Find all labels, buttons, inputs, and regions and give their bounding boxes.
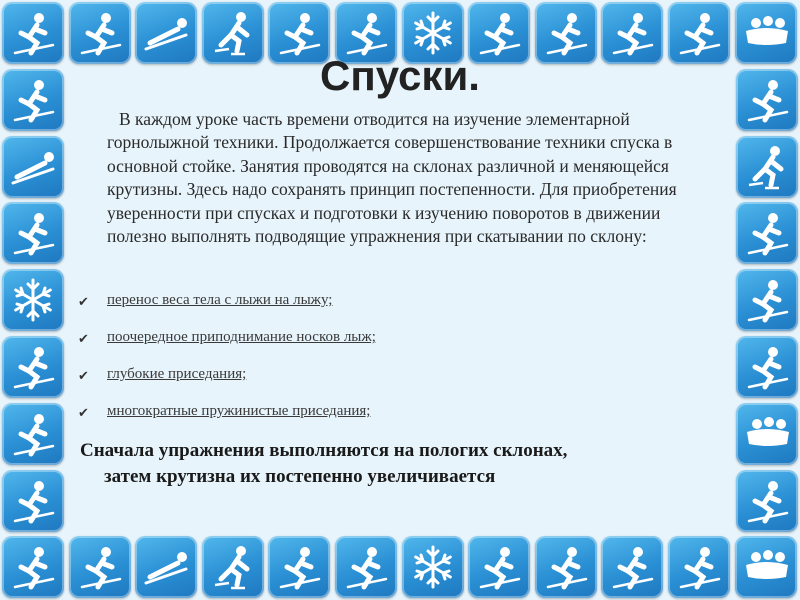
list-item: ✔ поочередное приподнимание носков лыж; [78,329,376,346]
ski-jumper-icon [9,209,57,257]
ski-jumper-icon [275,543,323,591]
conclusion-line-1: Сначала упражнения выполняются на пологих склонах, [80,440,568,461]
exercise-list [78,292,718,440]
border-tile [2,136,64,198]
conclusion [80,438,740,490]
border-tile [736,470,798,532]
snowboarder-icon [342,543,390,591]
snowflake-icon [409,9,457,57]
bobsleigh-icon [742,543,790,591]
border-tile [468,536,530,598]
snowboarder-icon [743,209,791,257]
biathlete-icon [9,343,57,391]
border-tile [736,336,798,398]
checkmark-icon: ✔ [78,405,89,420]
border-tile [2,336,64,398]
list-item: ✔ многократные пружинистые приседания; [78,403,371,420]
border-tile [736,269,798,331]
luge-icon [142,9,190,57]
luge-icon [9,143,57,191]
downhill-skier-icon [9,410,57,458]
hockey-player-icon [76,543,124,591]
ski-jumper-icon [275,9,323,57]
hockey-player-icon [743,477,791,525]
border-tile [736,136,798,198]
border-tile [2,470,64,532]
checkmark-icon: ✔ [78,368,89,383]
speed-skater-icon [743,276,791,324]
skater-icon [743,143,791,191]
border-tile [335,536,397,598]
skier-icon [9,543,57,591]
bobsleigh-icon [742,9,790,57]
downhill-skier-icon [675,9,723,57]
border-tile [735,536,797,598]
skater-icon [209,543,257,591]
list-item: ✔ глубокие приседания; [78,366,247,383]
skater-icon [209,9,257,57]
border-tile [2,202,64,264]
skier-icon [9,9,57,57]
slide-title: Спуски. [320,52,480,99]
bobsleigh-icon [743,410,791,458]
snowflake-icon [9,276,57,324]
border-tile [268,536,330,598]
biathlete-icon [542,543,590,591]
figure-skater-icon [608,543,656,591]
checkmark-icon: ✔ [78,331,89,346]
hockey-player-icon [76,9,124,57]
border-tile [736,202,798,264]
body-paragraph: В каждом уроке часть времени отводится на изучение элементарной горнолыжной техники. Продолжается совершенствование техники спуска в основной стойке. Занятия проводятся на склонах различной и меняющейся крутизны. Здесь надо сохранять принцип постепенности. Для приобретения уверенности при спусках и подготовки к изучению поворотов в движении полезно выполнять подводящие упражнения при скатывании по склону: [107,109,677,247]
figure-skater-icon [743,343,791,391]
border-tile [2,269,64,331]
speed-skater-icon [475,543,523,591]
snowboarder-icon [342,9,390,57]
skier-icon [9,477,57,525]
border-tile [668,536,730,598]
border-tile [135,536,197,598]
biathlete-icon [542,9,590,57]
border-tile [402,536,464,598]
border-tile [69,536,131,598]
border-tile [2,536,64,598]
border-tile [601,536,663,598]
luge-icon [142,543,190,591]
checkmark-icon: ✔ [78,294,89,309]
border-tile [535,536,597,598]
speed-skater-icon [475,9,523,57]
border-tile [736,403,798,465]
border-tile [2,403,64,465]
border-tile [202,536,264,598]
list-item: ✔ перенос веса тела с лыжи на лыжу; [78,292,333,309]
downhill-skier-icon [675,543,723,591]
figure-skater-icon [608,9,656,57]
snowflake-icon [409,543,457,591]
conclusion-line-2: затем крутизна их постепенно увеличивается [104,466,496,487]
